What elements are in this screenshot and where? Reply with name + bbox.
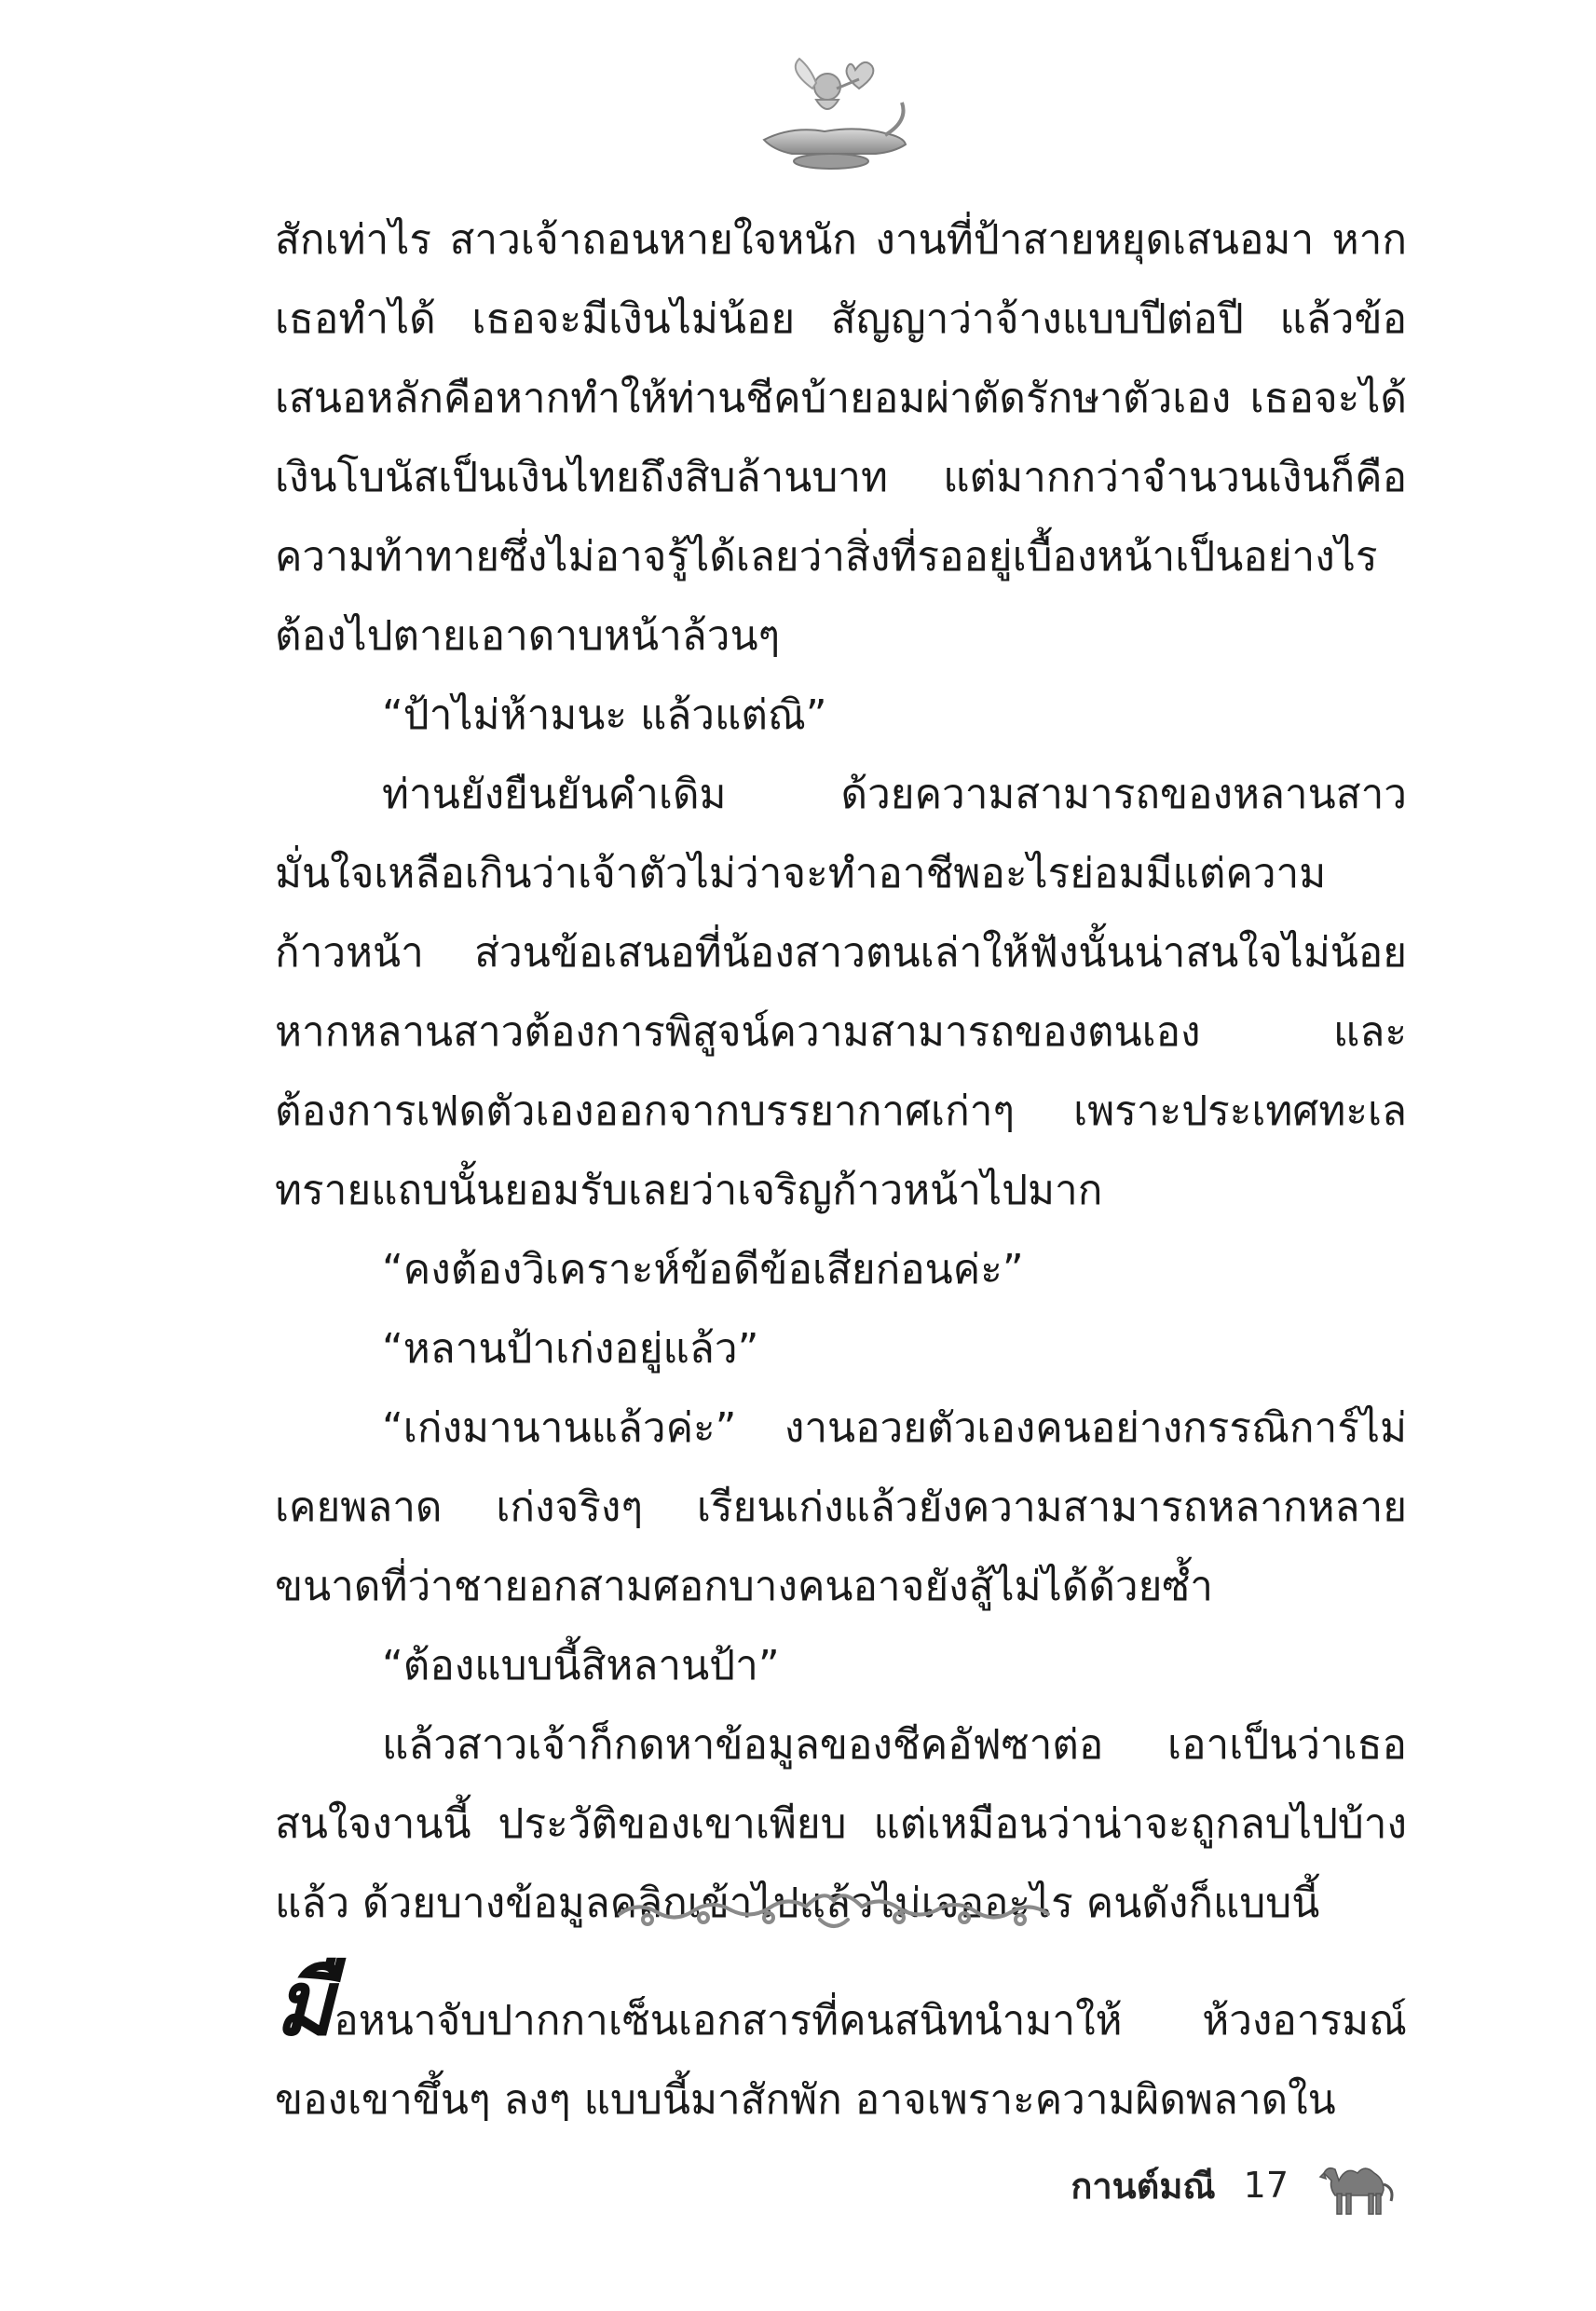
paragraph-6: “เก่งมานานแล้วค่ะ” งานอวยตัวเองคนอย่างกรรณิการ์ไม่เคยพลาด เก่งจริงๆ เรียนเก่งแล้วยังความสามารถหลากหลาย ขนาดที่ว่าชายอกสามศอกบางคนอาจยังสู้ไม่ได้ด้วยซ้ำ xyxy=(275,1404,1407,1610)
footer-book-title: กานต์มณี xyxy=(1071,2165,1216,2207)
new-section-paragraph xyxy=(275,1950,1407,2140)
page-number: 17 xyxy=(1243,2165,1289,2206)
paragraph-5: “หลานป้าเก่งอยู่แล้ว” xyxy=(382,1325,759,1373)
floral-divider-icon xyxy=(610,1882,1057,1938)
paragraph-1: สักเท่าไร สาวเจ้าถอนหายใจหนัก งานที่ป้าสายหยุดเสนอมา หากเธอทำได้ เธอจะมีเงินไม่น้อย สัญญาว่าจ้างแบบปีต่อปี แล้วข้อเสนอหลักคือหากทำให้ท่านชีคบ้ายอมผ่าตัดรักษาตัวเอง เธอจะได้เงินโบนัสเป็นเงินไทยถึงสิบล้านบาท แต่มากกว่าจำนวนเงินก็คือความท้าทายซึ่งไม่อาจรู้ได้เลยว่าสิ่งที่รออยู่เบื้องหน้าเป็นอย่างไร ต้องไปตายเอาดาบหน้าล้วนๆ xyxy=(275,216,1407,660)
paragraph-7: “ต้องแบบนี้สิหลานป้า” xyxy=(382,1642,780,1689)
page-footer xyxy=(1071,2148,1400,2222)
paragraph-8: แล้วสาวเจ้าก็กดหาข้อมูลของชีคอัฟซาต่อ เอาเป็นว่าเธอสนใจงานนี้ ประวัติของเขาเพียบ แต่เหมือนว่าน่าจะถูกลบไปบ้างแล้ว ด้วยบางข้อมูลคลิกเข้าไปแล้วไม่เจออะไร คนดังก็แบบนี้ xyxy=(275,1721,1407,1927)
paragraph-2: “ป้าไม่ห้ามนะ แล้วแต่ณิ” xyxy=(382,691,827,739)
new-section-text: อหนาจับปากกาเซ็นเอกสารที่คนสนิทนำมาให้ ห้วงอารมณ์ของเขาขึ้นๆ ลงๆ แบบนี้มาสักพัก อาจเพราะความผิดพลาดใน xyxy=(275,1997,1407,2124)
camel-icon xyxy=(1316,2153,1400,2218)
lamp-cupid-icon xyxy=(755,51,913,172)
body-text xyxy=(275,200,1407,1943)
paragraph-4: “คงต้องวิเคราะห์ข้อดีข้อเสียก่อนค่ะ” xyxy=(382,1246,1024,1293)
paragraph-3: ท่านยังยืนยันคำเดิม ด้วยความสามารถของหลานสาว มั่นใจเหลือเกินว่าเจ้าตัวไม่ว่าจะทำอาชีพอะไรย่อมมีแต่ความก้าวหน้า ส่วนข้อเสนอที่น้องสาวตนเล่าให้ฟังนั้นน่าสนใจไม่น้อย หากหลานสาวต้องการพิสูจน์ความสามารถของตนเอง และต้องการเฟดตัวเองออกจากบรรยากาศเก่าๆ เพราะประเทศทะเลทรายแถบนั้นยอมรับเลยว่าเจริญก้าวหน้าไปมาก xyxy=(275,771,1407,1214)
drop-cap: มื xyxy=(275,1950,334,2056)
